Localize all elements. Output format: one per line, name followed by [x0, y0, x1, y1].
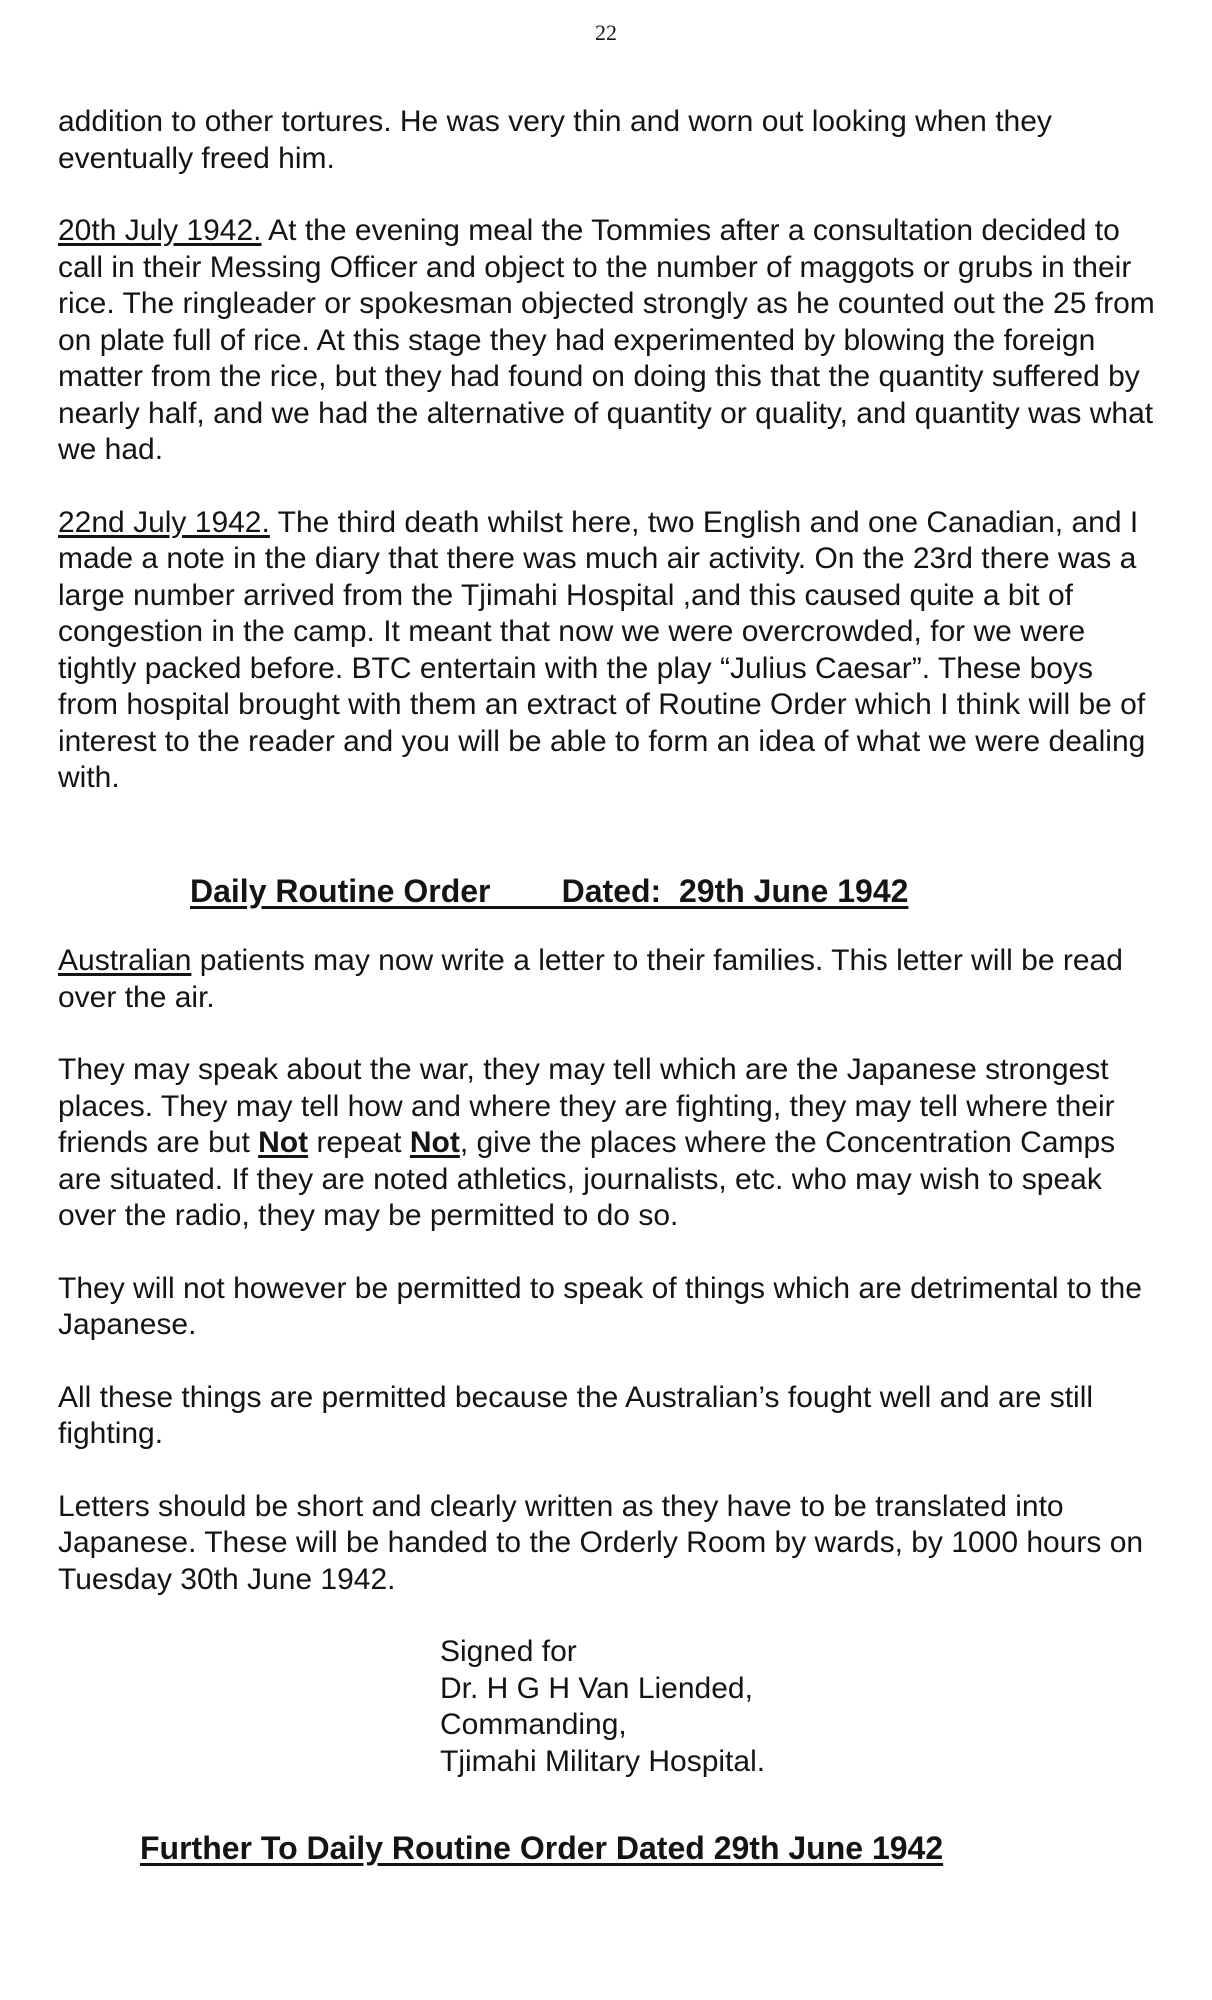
diary-entry-22-july	[58, 505, 1158, 797]
order-paragraph-speak	[58, 1052, 1158, 1235]
entry-text: At the evening meal the Tommies after a consultation decided to call in their Messing Officer and object to the number of maggots or grubs in their rice. The ringleader or spokesman objected strongly as he counted out the 25 from on plate full of rice. At this stage they had experimented by blowing the foreign matter from the rice, but they had found on doing this that the quantity suffered by nearly half, and we had the alternative of quantity or quality, and quantity was what we had.	[58, 214, 1155, 466]
diary-entry-20-july	[58, 213, 1158, 469]
signature-block	[440, 1634, 1158, 1780]
paragraph-text: They will not however be permitted to speak of things which are detrimental to the Japanese.	[58, 1271, 1142, 1341]
signature-line: Signed for	[440, 1635, 577, 1668]
further-order-heading: Further To Daily Routine Order Dated 29th June 1942	[140, 1830, 944, 1866]
paragraph-text: addition to other tortures. He was very thin and worn out looking when they eventually freed him.	[58, 105, 1052, 175]
paragraph-text: Letters should be short and clearly written as they have to be translated into Japanese. These will be handed to the Orderly Room by wards, by 1000 hours on Tuesday 30th June 1942.	[58, 1489, 1144, 1596]
page-number: 22	[595, 20, 617, 45]
paragraph-text: They may speak about the war, they may tell which are the Japanese strongest places. They may tell how and where they are fighting, they may tell where their friends are but	[58, 1053, 1115, 1159]
australian-lead: Australian	[58, 944, 192, 977]
order-paragraph-letters	[58, 943, 1158, 1016]
entry-date: 20th July 1942.	[58, 214, 262, 247]
routine-order-heading: Daily Routine Order Dated: 29th June 1942	[190, 872, 909, 909]
signature-line: Tjimahi Military Hospital.	[440, 1744, 766, 1778]
paragraph-text: All these things are permitted because the Australian’s fought well and are still fighting.	[58, 1380, 1094, 1450]
document-body	[58, 104, 1158, 1867]
order-paragraph-permitted	[58, 1380, 1158, 1453]
entry-text: The third death whilst here, two English and one Canadian, and I made a note in the diary that there was much air activity. On the 23rd there was a large number arrived from the Tjimahi Hospital ,and this caused quite a bit of congestion in the camp. It meant that now we were overcrowded, for we were tightly packed before. BTC entertain with the play “Julius Caesar”. These boys from hospital brought with them an extract of Routine Order which I think will be of interest to the reader and you will be able to form an idea of what we were dealing with.	[58, 505, 1146, 794]
emphasis-not: Not	[258, 1126, 309, 1159]
order-paragraph-letters-short	[58, 1489, 1158, 1599]
paragraph-text: , give the places where the Concentration Camps are situated. If they are noted athletics, journalists, etc. who may wish to speak over the radio, they may be permitted to do so.	[58, 1126, 1116, 1232]
paragraph-text: patients may now write a letter to their families. This letter will be read over the air.	[58, 944, 1123, 1014]
paragraph-tortures	[58, 104, 1158, 177]
entry-date: 22nd July 1942.	[58, 505, 270, 539]
paragraph-text: repeat	[308, 1126, 410, 1159]
order-paragraph-detrimental	[58, 1271, 1158, 1344]
signature-line: Commanding,	[440, 1708, 627, 1741]
signature-line: Dr. H G H Van Liended,	[440, 1671, 753, 1705]
emphasis-not: Not	[409, 1126, 460, 1159]
